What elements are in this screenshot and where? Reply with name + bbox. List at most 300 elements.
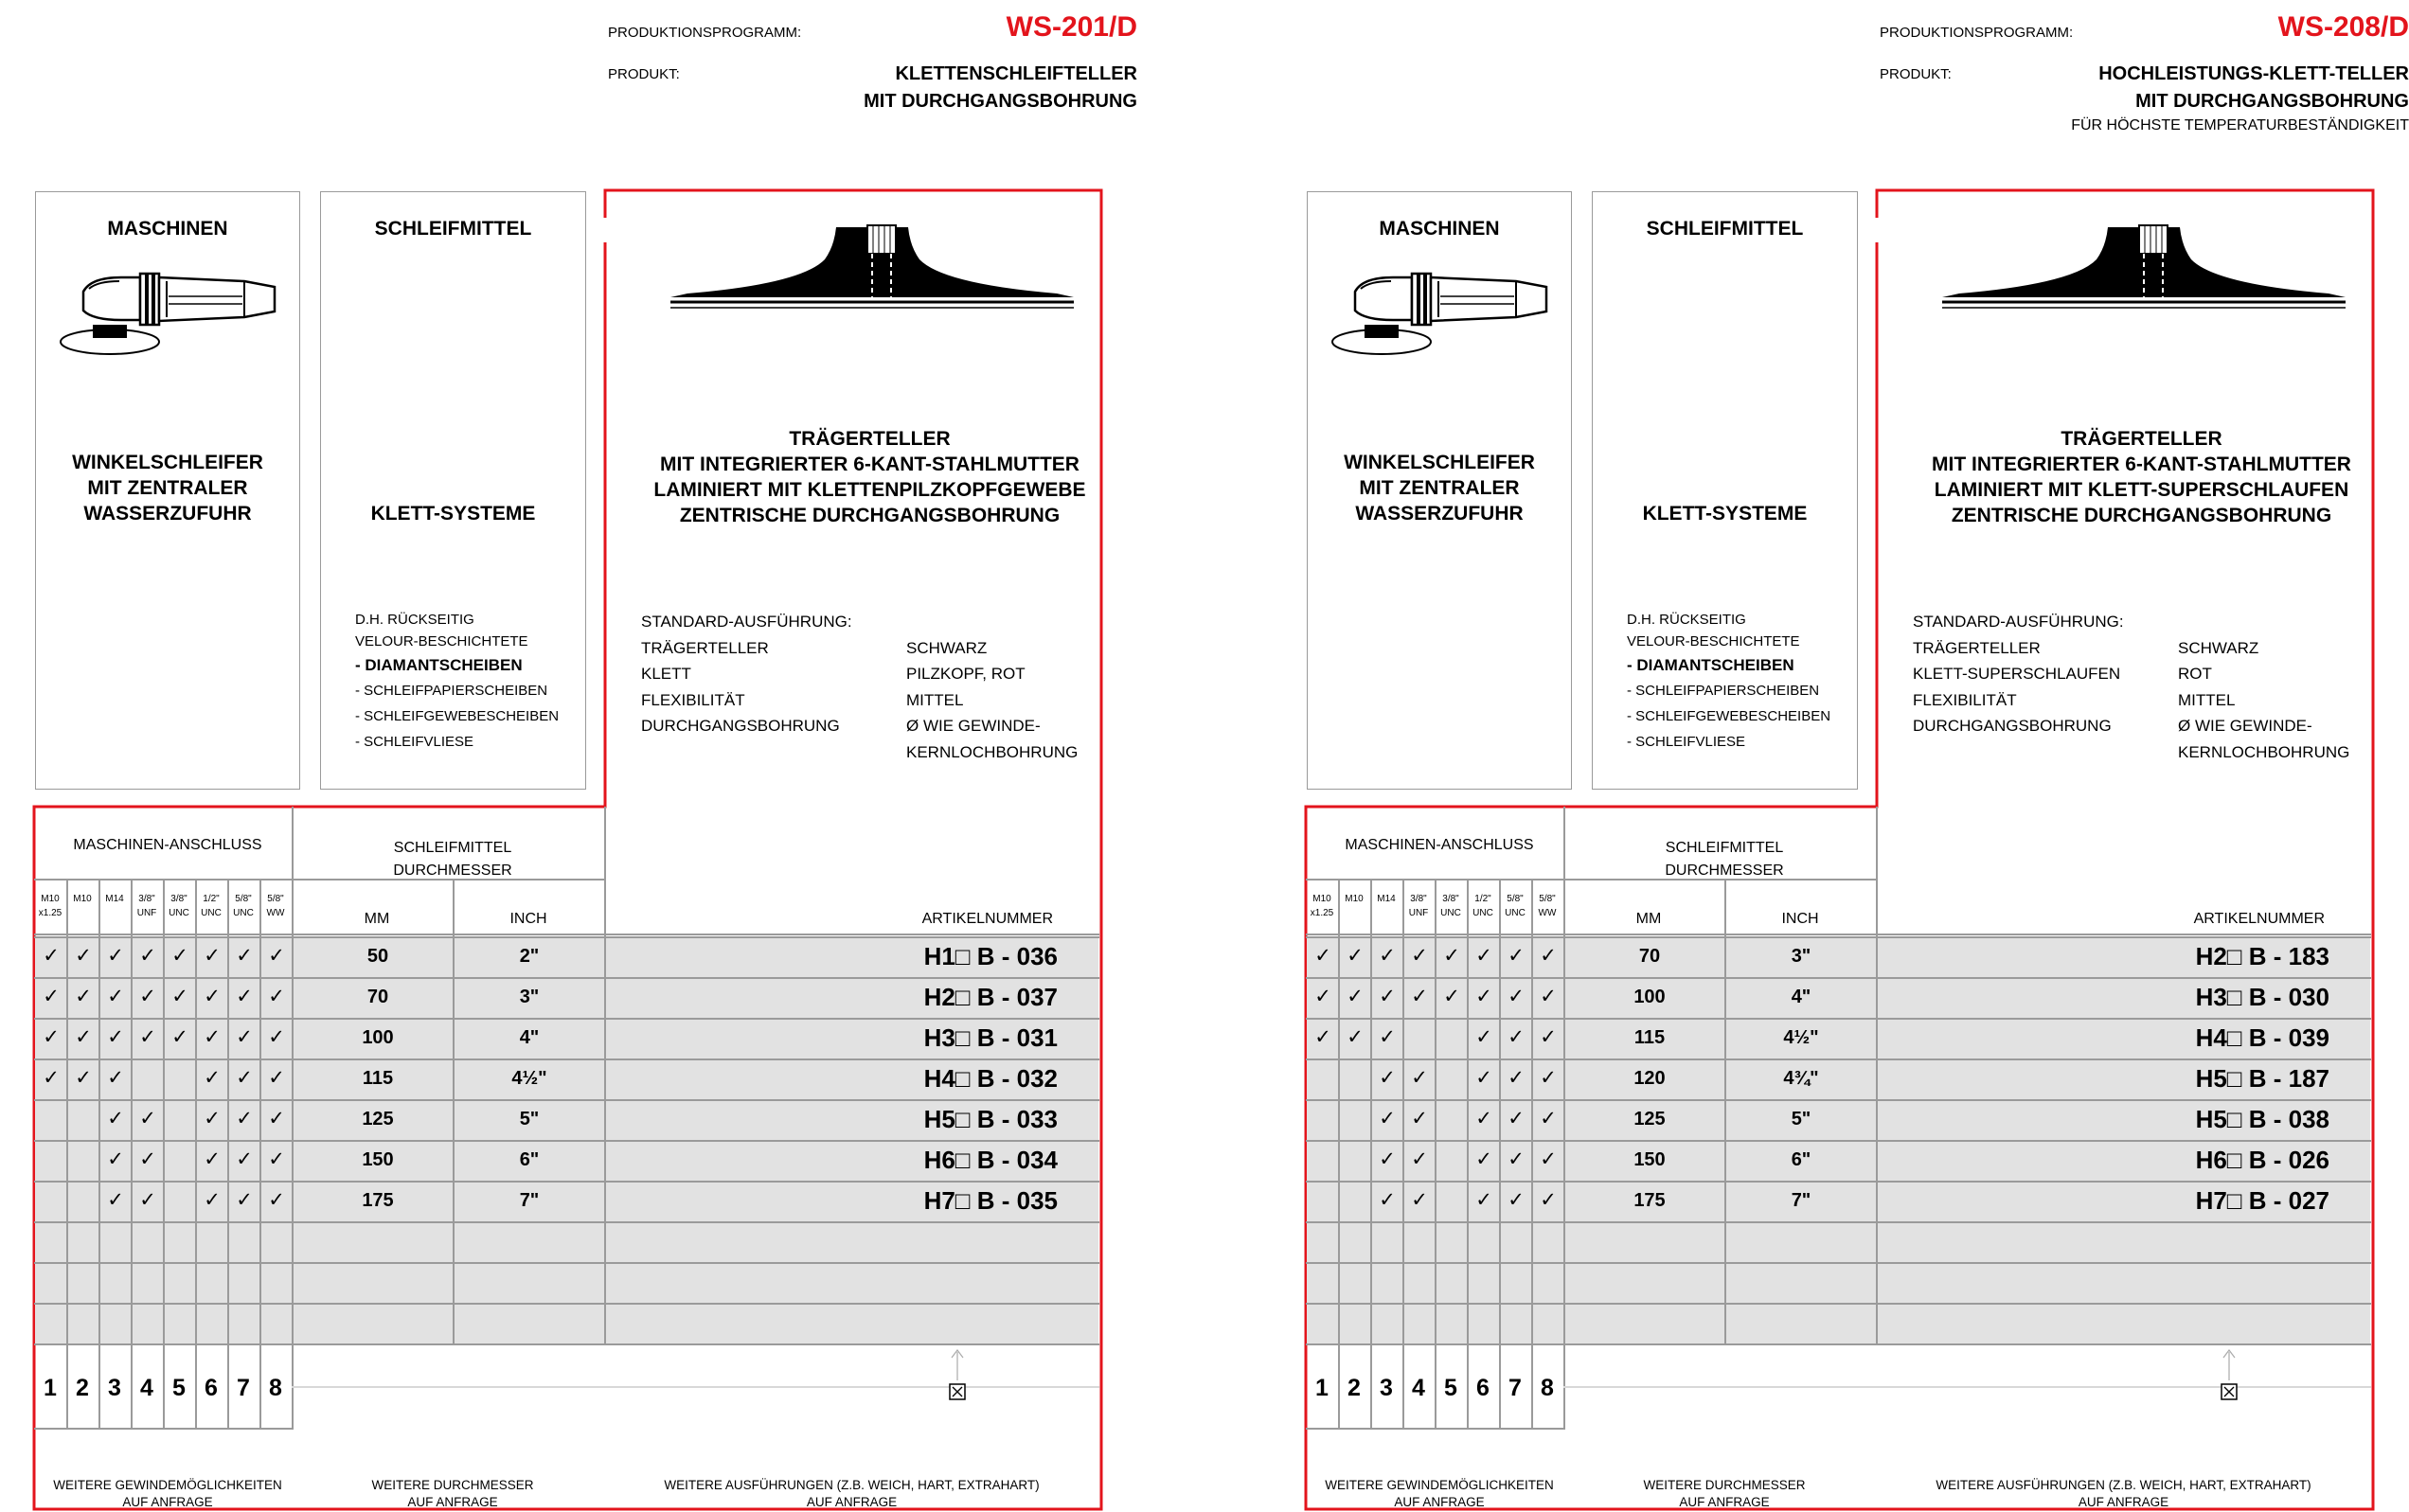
article-number: H1□ B - 036 (923, 942, 1058, 970)
checkmark-icon: ✓ (1411, 1108, 1428, 1130)
backing-pad-description-line: TRÄGERTELLER (789, 428, 951, 450)
article-number: H7□ B - 035 (923, 1186, 1058, 1215)
checkmark-icon: ✓ (1508, 1189, 1525, 1211)
checkmark-icon: ✓ (268, 1067, 285, 1089)
checkmark-icon: ✓ (268, 1108, 285, 1130)
standard-version-value: MITTEL (2178, 690, 2236, 709)
checkmark-icon: ✓ (204, 1067, 221, 1089)
thread-type: WW (266, 908, 285, 918)
backing-pad-description (602, 426, 1137, 528)
footnote-line: WEITERE DURCHMESSER (1643, 1478, 1806, 1492)
thread-type: UNC (1505, 908, 1526, 918)
diameter-inch: 3" (1791, 946, 1811, 967)
checkmark-icon: ✓ (1443, 986, 1460, 1007)
checkmark-icon: ✓ (1475, 1026, 1492, 1048)
abrasives-box (320, 191, 586, 790)
arrow-up-icon (943, 1346, 972, 1403)
grid-line (1306, 934, 2371, 935)
grid-line (1435, 879, 1436, 1430)
thread-header (195, 892, 227, 920)
backing-pad-description (1874, 426, 2409, 528)
header-article-number: ARTIKELNUMMER (2193, 911, 2325, 927)
grid-line (34, 936, 1099, 938)
checkmark-icon: ✓ (1379, 1026, 1396, 1048)
thread-index: 1 (44, 1375, 57, 1401)
thread-header (227, 892, 259, 920)
checkmark-icon: ✓ (43, 945, 60, 967)
backing-pad-description-line: MIT INTEGRIERTER 6-KANT-STAHLMUTTER (660, 454, 1080, 475)
thread-header (163, 892, 195, 920)
checkmark-icon: ✓ (1475, 1108, 1492, 1130)
header-diameter-line: DURCHMESSER (1665, 863, 1784, 879)
thread-header (1306, 892, 1338, 920)
diameter-mm: 150 (362, 1149, 394, 1170)
abrasives-system: KLETT-SYSTEME (370, 503, 536, 525)
checkmark-icon: ✓ (1347, 945, 1364, 967)
machines-description-line: WINKELSCHLEIFER (72, 452, 263, 473)
checkmark-icon: ✓ (1508, 1026, 1525, 1048)
diameter-mm: 50 (366, 946, 389, 967)
checkmark-icon: ✓ (1475, 1067, 1492, 1089)
thread-header (1467, 892, 1499, 920)
checkmark-icon: ✓ (1347, 986, 1364, 1007)
checkmark-icon: ✓ (107, 1148, 124, 1170)
diameter-inch: 6" (519, 1149, 540, 1170)
grid-line (1876, 807, 1878, 1344)
standard-version-label: DURCHGANGSBOHRUNG (641, 717, 840, 735)
grid-line (34, 1099, 1099, 1101)
thread-type: WW (1538, 908, 1557, 918)
grid-line (1306, 936, 2371, 938)
product-label: PRODUKT: (1880, 66, 1952, 82)
abrasives-list-item: VELOUR-BESCHICHTETE (1627, 633, 1800, 649)
grid-line (34, 1343, 1099, 1345)
footnote-diameters (1573, 1477, 1876, 1511)
grid-line (34, 1140, 1099, 1142)
checkmark-icon: ✓ (1475, 1148, 1492, 1170)
header-abrasive-diameter (301, 837, 604, 882)
machines-description (36, 450, 299, 526)
checkmark-icon: ✓ (236, 1026, 253, 1048)
abrasives-system: KLETT-SYSTEME (1642, 503, 1808, 525)
thread-header (1370, 892, 1402, 906)
abrasives-list-item: D.H. RÜCKSEITIG (355, 612, 474, 628)
grid-line (34, 1221, 1099, 1223)
thread-size: 5/8" (235, 894, 252, 904)
article-number: H7□ B - 027 (2195, 1186, 2329, 1215)
thread-size: M10 (1312, 894, 1331, 904)
machines-description-line: WINKELSCHLEIFER (1344, 452, 1535, 473)
checkmark-icon: ✓ (268, 945, 285, 967)
header-abrasive-diameter (1573, 837, 1876, 882)
checkmark-icon: ✓ (1540, 1189, 1557, 1211)
thread-index: 4 (1412, 1375, 1425, 1401)
grid-line (34, 977, 1099, 979)
thread-type: x1.25 (38, 908, 62, 918)
thread-size: 3/8" (1442, 894, 1459, 904)
backing-pad-icon (669, 222, 1076, 316)
grid-line (1306, 1343, 2371, 1345)
thread-index: 7 (237, 1375, 250, 1401)
standard-version-value: SCHWARZ (2178, 638, 2259, 657)
grid-line (1306, 1303, 2371, 1305)
footnote-line: AUF ANFRAGE (407, 1495, 498, 1509)
standard-version-value: MITTEL (906, 690, 964, 709)
diameter-inch: 7" (519, 1190, 540, 1211)
grid-line (1306, 1428, 1563, 1430)
article-number: H5□ B - 038 (2195, 1105, 2329, 1133)
checkmark-icon: ✓ (171, 1026, 188, 1048)
thread-type: x1.25 (1310, 908, 1334, 918)
checkmark-icon: ✓ (1540, 1108, 1557, 1130)
abrasives-list-item: - SCHLEIFVLIESE (1627, 734, 1746, 750)
backing-pad-description-line: LAMINIERT MIT KLETT-SUPERSCHLAUFEN (1934, 479, 2349, 501)
checkmark-icon: ✓ (204, 1108, 221, 1130)
checkmark-icon: ✓ (1540, 1026, 1557, 1048)
checkmark-icon: ✓ (107, 1067, 124, 1089)
checkmark-icon: ✓ (43, 986, 60, 1007)
thread-index: 8 (269, 1375, 282, 1401)
grid-line (1306, 1140, 2371, 1142)
grid-line (1306, 1181, 2371, 1183)
article-number: H5□ B - 187 (2195, 1064, 2329, 1093)
checkmark-icon: ✓ (1411, 1067, 1428, 1089)
thread-header (1499, 892, 1531, 920)
checkmark-icon: ✓ (1347, 1026, 1364, 1048)
grid-line (195, 879, 197, 1430)
diameter-mm: 175 (362, 1190, 394, 1211)
thread-size: 5/8" (1539, 894, 1556, 904)
article-number: H6□ B - 026 (2195, 1146, 2329, 1174)
checkmark-icon: ✓ (1314, 1026, 1331, 1048)
article-number: H3□ B - 030 (2195, 983, 2329, 1011)
standard-version-label: STANDARD-AUSFÜHRUNG: (641, 613, 852, 631)
diameter-mm: 100 (362, 1027, 394, 1048)
checkmark-icon: ✓ (171, 945, 188, 967)
standard-version-value: Ø WIE GEWINDE- (906, 717, 1041, 735)
diameter-mm: 100 (1633, 987, 1666, 1007)
spec-table (1306, 807, 2373, 1507)
angle-grinder-icon (55, 268, 282, 363)
diameter-inch: 5" (519, 1109, 540, 1130)
thread-header (1435, 892, 1467, 920)
thread-index: 6 (1476, 1375, 1490, 1401)
grid-line (1306, 977, 2371, 979)
standard-version-label: FLEXIBILITÄT (641, 690, 745, 709)
footnote-diameters (301, 1477, 604, 1511)
checkmark-icon: ✓ (1475, 1189, 1492, 1211)
checkmark-icon: ✓ (204, 1189, 221, 1211)
checkmark-icon: ✓ (139, 986, 156, 1007)
footnote-line: AUF ANFRAGE (2078, 1495, 2169, 1509)
thread-type: UNF (136, 908, 157, 918)
checkmark-icon: ✓ (139, 1108, 156, 1130)
checkmark-icon: ✓ (107, 986, 124, 1007)
standard-version-value: KERNLOCHBOHRUNG (906, 742, 1079, 761)
standard-version-value: SCHWARZ (906, 638, 988, 657)
diameter-inch: 5" (1791, 1109, 1811, 1130)
checkmark-icon: ✓ (75, 986, 92, 1007)
diameter-mm: 125 (1633, 1109, 1666, 1130)
diameter-inch: 4½" (511, 1068, 547, 1089)
grid-line (34, 1018, 1099, 1020)
thread-index: 3 (108, 1375, 121, 1401)
checkmark-icon: ✓ (1540, 945, 1557, 967)
checkmark-icon: ✓ (1508, 1108, 1525, 1130)
backing-pad-icon (1940, 222, 2347, 316)
grid-line (292, 807, 294, 1430)
thread-type: UNC (1472, 908, 1493, 918)
diameter-inch: 4" (1791, 987, 1811, 1007)
footnote-line: WEITERE AUSFÜHRUNGEN (Z.B. WEICH, HART, EXTRAHART) (1936, 1478, 2311, 1492)
abrasives-list-item: - SCHLEIFPAPIERSCHEIBEN (355, 683, 548, 699)
checkmark-icon: ✓ (268, 1189, 285, 1211)
checkmark-icon: ✓ (75, 1026, 92, 1048)
thread-size: M10 (1345, 894, 1364, 904)
diameter-mm: 125 (362, 1109, 394, 1130)
checkmark-icon: ✓ (107, 1108, 124, 1130)
header-article-number: ARTIKELNUMMER (921, 911, 1053, 927)
production-code: WS-208/D (2277, 11, 2409, 43)
grid-line (1563, 1386, 2371, 1388)
grid-line (66, 879, 68, 1430)
article-number: H4□ B - 039 (2195, 1023, 2329, 1052)
checkmark-icon: ✓ (204, 1026, 221, 1048)
checkmark-icon: ✓ (1540, 1148, 1557, 1170)
checkmark-icon: ✓ (75, 1067, 92, 1089)
standard-version-label: KLETT-SUPERSCHLAUFEN (1913, 665, 2121, 683)
checkmark-icon: ✓ (43, 1067, 60, 1089)
checkmark-icon: ✓ (1411, 1189, 1428, 1211)
checkmark-icon: ✓ (236, 1148, 253, 1170)
thread-header (66, 892, 98, 906)
backing-pad-description-line: TRÄGERTELLER (2061, 428, 2222, 450)
thread-index: 8 (1541, 1375, 1554, 1401)
thread-header (131, 892, 163, 920)
grid-line (259, 879, 261, 1430)
checkmark-icon: ✓ (236, 1067, 253, 1089)
product-name (2098, 61, 2409, 116)
grid-line (1338, 879, 1340, 1430)
grid-line (131, 879, 133, 1430)
header-diameter-line: DURCHMESSER (393, 863, 512, 879)
article-number: H3□ B - 031 (923, 1023, 1058, 1052)
abrasives-list-item: - SCHLEIFVLIESE (355, 734, 474, 750)
thread-type: UNC (1440, 908, 1461, 918)
header-diameter-line: SCHLEIFMITTEL (393, 840, 512, 856)
grid-line (34, 1058, 1099, 1060)
grid-line (34, 1428, 292, 1430)
checkmark-icon: ✓ (1508, 945, 1525, 967)
standard-version-value (2178, 609, 2349, 635)
machines-title: MASCHINEN (107, 218, 228, 240)
thread-header (34, 892, 66, 920)
grid-line (1467, 879, 1469, 1430)
article-number: H2□ B - 037 (923, 983, 1058, 1011)
thread-index: 4 (140, 1375, 153, 1401)
checkmark-icon: ✓ (139, 1148, 156, 1170)
abrasives-box (1592, 191, 1858, 790)
checkmark-icon: ✓ (1314, 986, 1331, 1007)
thread-size: M10 (41, 894, 60, 904)
thread-index: 5 (1444, 1375, 1457, 1401)
machines-description (1308, 450, 1571, 526)
machines-title: MASCHINEN (1379, 218, 1500, 240)
checkmark-icon: ✓ (268, 1026, 285, 1048)
abrasives-title: SCHLEIFMITTEL (374, 218, 532, 240)
standard-version-label: DURCHGANGSBOHRUNG (1913, 717, 2112, 735)
standard-version-value: KERNLOCHBOHRUNG (2178, 742, 2350, 761)
checkmark-icon: ✓ (171, 986, 188, 1007)
checkmark-icon: ✓ (1411, 1148, 1428, 1170)
sheet-2 (1306, 0, 2409, 1507)
diameter-mm: 175 (1633, 1190, 1666, 1211)
checkmark-icon: ✓ (107, 1189, 124, 1211)
grid-line (1402, 879, 1404, 1430)
abrasives-list-item: - SCHLEIFGEWEBESCHEIBEN (1627, 708, 1831, 724)
checkmark-icon: ✓ (1379, 945, 1396, 967)
abrasives-title: SCHLEIFMITTEL (1646, 218, 1804, 240)
grid-line (1306, 1099, 2371, 1101)
thread-header (1531, 892, 1563, 920)
grid-line (98, 879, 100, 1430)
diameter-mm: 120 (1633, 1068, 1666, 1089)
abrasives-list-item: - DIAMANTSCHEIBEN (1627, 656, 1794, 674)
thread-index: 5 (172, 1375, 186, 1401)
checkmark-icon: ✓ (204, 945, 221, 967)
abrasives-list-item: - SCHLEIFPAPIERSCHEIBEN (1627, 683, 1820, 699)
checkmark-icon: ✓ (1540, 1067, 1557, 1089)
product-subtitle: FÜR HÖCHSTE TEMPERATURBESTÄNDIGKEIT (2071, 117, 2409, 133)
angle-grinder-icon (1327, 268, 1554, 363)
thread-header (1402, 892, 1435, 920)
footnote-line: WEITERE GEWINDEMÖGLICHKEITEN (1325, 1478, 1554, 1492)
footnote-line: AUF ANFRAGE (806, 1495, 898, 1509)
thread-index: 7 (1508, 1375, 1522, 1401)
footnote-line: WEITERE AUSFÜHRUNGEN (Z.B. WEICH, HART, EXTRAHART) (664, 1478, 1040, 1492)
thread-index: 1 (1315, 1375, 1329, 1401)
checkmark-icon: ✓ (1379, 1189, 1396, 1211)
backing-pad-description-line: LAMINIERT MIT KLETTENPILZKOPFGEWEBE (653, 479, 1086, 501)
machines-description-line: MIT ZENTRALER (1359, 477, 1520, 499)
article-number: H4□ B - 032 (923, 1064, 1058, 1093)
checkmark-icon: ✓ (236, 1189, 253, 1211)
footnote-line: AUF ANFRAGE (1394, 1495, 1485, 1509)
abrasives-list-item: VELOUR-BESCHICHTETE (355, 633, 528, 649)
checkmark-icon: ✓ (1314, 945, 1331, 967)
production-code: WS-201/D (1006, 11, 1137, 43)
header-machine-connection: MASCHINEN-ANSCHLUSS (1345, 837, 1534, 853)
grid-line (227, 879, 229, 1430)
header-mm: MM (364, 911, 390, 927)
thread-header (1338, 892, 1370, 906)
checkmark-icon: ✓ (236, 986, 253, 1007)
checkmark-icon: ✓ (1379, 986, 1396, 1007)
thread-size: 3/8" (1410, 894, 1427, 904)
grid-line (1306, 1058, 2371, 1060)
checkmark-icon: ✓ (1443, 945, 1460, 967)
thread-size: 1/2" (203, 894, 220, 904)
checkmark-icon: ✓ (204, 1148, 221, 1170)
arrow-up-icon (2215, 1346, 2243, 1403)
machines-description-line: WASSERZUFUHR (1355, 503, 1524, 525)
thread-size: M14 (1377, 894, 1396, 904)
checkmark-icon: ✓ (107, 1026, 124, 1048)
grid-line (1306, 879, 1876, 881)
thread-header (259, 892, 292, 920)
grid-line (1724, 879, 1726, 1344)
grid-line (292, 1386, 1099, 1388)
grid-line (34, 1262, 1099, 1264)
header-machine-connection: MASCHINEN-ANSCHLUSS (73, 837, 262, 853)
header-diameter-line: SCHLEIFMITTEL (1665, 840, 1784, 856)
footnote-line: WEITERE GEWINDEMÖGLICHKEITEN (53, 1478, 282, 1492)
thread-size: 5/8" (267, 894, 284, 904)
checkmark-icon: ✓ (1411, 945, 1428, 967)
diameter-inch: 4" (519, 1027, 540, 1048)
machines-box (35, 191, 300, 790)
product-name (864, 61, 1137, 116)
grid-line (1499, 879, 1501, 1430)
footnote-versions (604, 1477, 1099, 1511)
thread-type: UNC (201, 908, 222, 918)
checkmark-icon: ✓ (1379, 1108, 1396, 1130)
checkmark-icon: ✓ (139, 945, 156, 967)
article-number: H5□ B - 033 (923, 1105, 1058, 1133)
machines-box (1307, 191, 1572, 790)
grid-line (1306, 1262, 2371, 1264)
article-number: H2□ B - 183 (2195, 942, 2329, 970)
checkmark-icon: ✓ (236, 1108, 253, 1130)
checkmark-icon: ✓ (75, 945, 92, 967)
grid-line (1370, 879, 1372, 1430)
product-line-1: KLETTENSCHLEIFTELLER (895, 63, 1137, 84)
checkmark-icon: ✓ (1475, 945, 1492, 967)
standard-version-value (906, 609, 1078, 635)
standard-version-labels (641, 609, 852, 739)
diameter-inch: 4¾" (1783, 1068, 1819, 1089)
diameter-inch: 3" (519, 987, 540, 1007)
thread-size: 5/8" (1507, 894, 1524, 904)
footnote-threads (34, 1477, 301, 1511)
checkmark-icon: ✓ (1379, 1067, 1396, 1089)
checkmark-icon: ✓ (1411, 986, 1428, 1007)
header-inch: INCH (1781, 911, 1819, 927)
checkmark-icon: ✓ (139, 1189, 156, 1211)
checkmark-icon: ✓ (1540, 986, 1557, 1007)
product-label: PRODUKT: (608, 66, 680, 82)
product-line-2: MIT DURCHGANGSBOHRUNG (2135, 91, 2409, 112)
thread-index: 2 (76, 1375, 89, 1401)
footnote-line: WEITERE DURCHMESSER (371, 1478, 534, 1492)
abrasives-list (1627, 609, 1830, 755)
checkmark-icon: ✓ (268, 1148, 285, 1170)
abrasives-list (355, 609, 559, 755)
thread-index: 6 (205, 1375, 218, 1401)
thread-index: 2 (1347, 1375, 1361, 1401)
grid-line (1306, 1018, 2371, 1020)
standard-version-label: FLEXIBILITÄT (1913, 690, 2017, 709)
production-program-label: PRODUKTIONSPROGRAMM: (1880, 25, 2074, 41)
checkmark-icon: ✓ (107, 945, 124, 967)
checkmark-icon: ✓ (1508, 986, 1525, 1007)
product-line-1: HOCHLEISTUNGS-KLETT-TELLER (2098, 63, 2409, 84)
abrasives-list-item: - SCHLEIFGEWEBESCHEIBEN (355, 708, 560, 724)
diameter-inch: 6" (1791, 1149, 1811, 1170)
standard-version-value: Ø WIE GEWINDE- (2178, 717, 2312, 735)
checkmark-icon: ✓ (139, 1026, 156, 1048)
backing-pad-description-line: MIT INTEGRIERTER 6-KANT-STAHLMUTTER (1932, 454, 2351, 475)
